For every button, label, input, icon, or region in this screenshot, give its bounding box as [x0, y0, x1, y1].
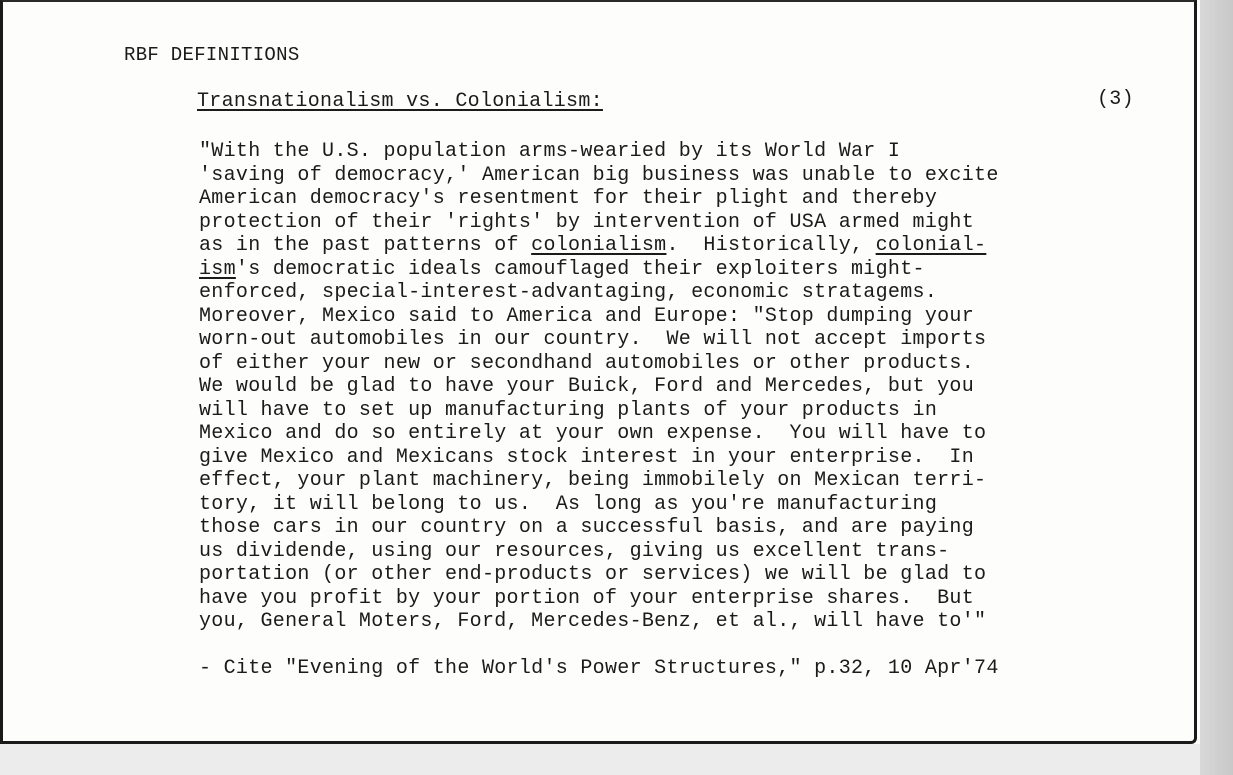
- quote-text: worn-out automobiles in our country. We will not accept imports: [199, 328, 987, 351]
- document-header: RBF DEFINITIONS: [124, 44, 300, 66]
- section-number: (3): [1097, 88, 1134, 111]
- quote-line: [199, 469, 1189, 493]
- scan-margin-right: [1200, 0, 1233, 775]
- quote-line: [199, 540, 1189, 564]
- quote-text: as in the past patterns of: [199, 234, 532, 257]
- section-title: Transnationalism vs. Colonialism:: [197, 90, 603, 113]
- quote-text: 'saving of democracy,' American big business was unable to excite: [199, 163, 999, 187]
- quote-body: [199, 140, 1189, 634]
- quote-line: [199, 563, 1189, 587]
- quote-text: "With the U.S. population arms-wearied by its World War I: [199, 140, 901, 163]
- quote-line: [199, 516, 1189, 540]
- quote-text: will have to set up manufacturing plants of your products in: [199, 398, 938, 422]
- quote-line: [199, 305, 1189, 329]
- underlined-term: ism: [199, 257, 236, 281]
- quote-line: [199, 399, 1189, 423]
- quote-text: Moreover, Mexico said to America and Europe: "Stop dumping your: [199, 304, 975, 328]
- quote-text: us dividende, using our resources, giving us excellent trans-: [199, 539, 950, 563]
- quote-text: of either your new or secondhand automobiles or other products.: [199, 351, 975, 375]
- quote-line: [199, 211, 1189, 235]
- quote-line: [199, 140, 1189, 164]
- quote-line: [199, 587, 1189, 611]
- underlined-term: colonial-: [875, 234, 987, 257]
- quote-text: American democracy's resentment for their plight and thereby: [199, 187, 938, 210]
- quote-line: [199, 258, 1189, 282]
- quote-text: have you profit by your portion of your enterprise shares. But: [199, 586, 975, 610]
- quote-text: protection of their 'rights' by intervention of USA armed might: [199, 210, 975, 234]
- quote-line: [199, 422, 1189, 446]
- quote-text: Mexico and do so entirely at your own expense. You will have to: [199, 422, 987, 445]
- quote-line: [199, 375, 1189, 399]
- quote-line: [199, 352, 1189, 376]
- quote-text: tory, it will belong to us. As long as you're manufacturing: [199, 492, 938, 516]
- quote-text: . Historically,: [666, 234, 876, 257]
- quote-text: effect, your plant machinery, being immobilely on Mexican terri-: [199, 469, 987, 492]
- quote-line: [199, 610, 1189, 634]
- citation: - Cite "Evening of the World's Power Structures," p.32, 10 Apr'74: [199, 657, 999, 680]
- scan-margin-bottom: [0, 744, 1200, 775]
- quote-line: [199, 164, 1189, 188]
- quote-line: [199, 281, 1189, 305]
- quote-text: We would be glad to have your Buick, Ford and Mercedes, but you: [199, 375, 975, 398]
- quote-line: [199, 234, 1189, 258]
- underlined-term: colonialism: [531, 234, 667, 257]
- quote-line: [199, 493, 1189, 517]
- quote-text: you, General Moters, Ford, Mercedes-Benz, et al., will have to'": [199, 610, 987, 633]
- quote-line: [199, 446, 1189, 470]
- quote-text: enforced, special-interest-advantaging, economic stratagems.: [199, 281, 938, 304]
- quote-text: give Mexico and Mexicans stock interest in your enterprise. In: [199, 445, 975, 469]
- quote-text: those cars in our country on a successful basis, and are paying: [199, 516, 975, 539]
- quote-text: portation (or other end-products or services) we will be glad to: [199, 563, 987, 586]
- quote-line: [199, 187, 1189, 211]
- quote-line: [199, 328, 1189, 352]
- quote-text: 's democratic ideals camouflaged their exploiters might-: [235, 257, 925, 281]
